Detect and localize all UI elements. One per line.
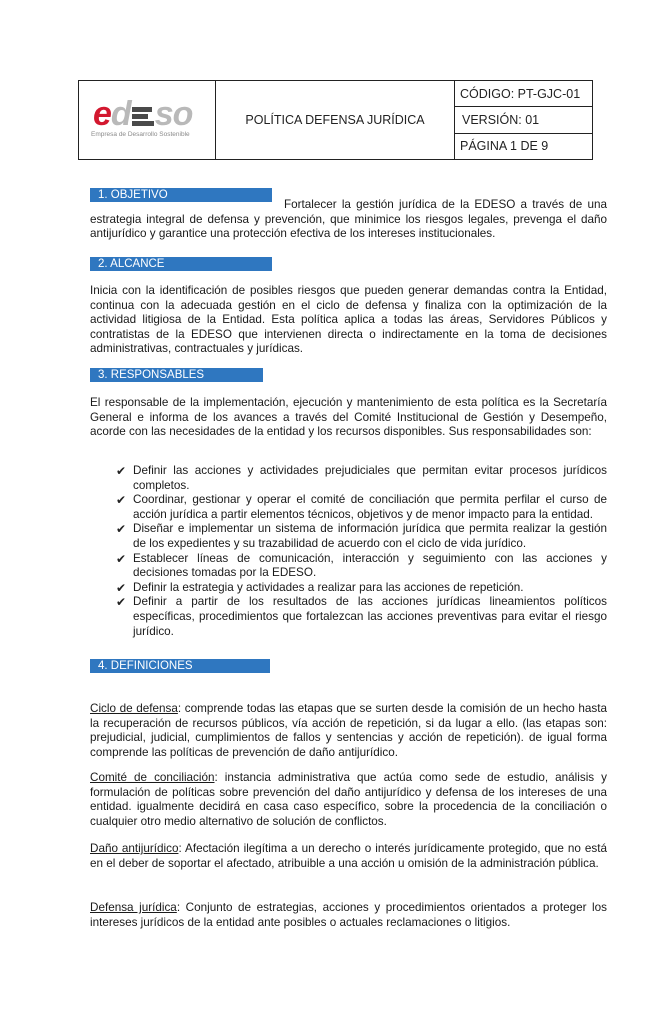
list-item: [116, 595, 607, 639]
list-item-text: Definir a partir de los resultados de las acciones jurídicas lineamientos políticos específicas, procedimientos que fortalezcan las acciones preventivas para evitar el riesgo jurídico.: [133, 595, 607, 638]
section-heading-responsables: 3. RESPONSABLES: [90, 368, 263, 382]
document-meta: [455, 81, 592, 159]
document-version: VERSIÓN: 01: [455, 107, 592, 133]
objetivo-text-first-line: Fortalecer la gestión jurídica de la EDESO a través de una: [284, 198, 607, 211]
document-page-number: PÁGINA 1 DE 9: [460, 139, 549, 154]
list-item-text: Definir la estrategia y actividades a realizar para las acciones de repetición.: [133, 580, 524, 594]
definition-ciclo-de-defensa: [90, 702, 607, 760]
checkmark-icon: ✔: [116, 580, 127, 595]
definition-text: : instancia administrativa que actúa como sede de estudio, análisis y formulación de políticas sobre prevención del daño antijurídico y defensa de los intereses de una entidad. igualmente decidirá en casa caso específico, sobre la procedencia de la conciliación o cualquier otro medio alternativo de solución de conflictos.: [90, 771, 608, 828]
section-heading-definiciones: 4. DEFINICIONES: [90, 659, 270, 673]
definition-text: : comprende todas las etapas que se surten desde la comisión de un hecho hasta la recuperación de recursos públicos, vía acción de repetición, si da lugar a ello. (las etapas son: prejudicial, judicial, cumplimientos de fallos y sentencias y acción de repetición). de igual forma comprende las políticas de prevención de daño antijurídico.: [90, 702, 607, 759]
definition-term: Daño antijurídico: [90, 842, 179, 855]
checkmark-icon: ✔: [116, 522, 127, 537]
definition-text: : Conjunto de estrategias, acciones y procedimientos orientados a proteger los intereses jurídicos de la entidad ante posibles o actuales reclamaciones o litigios.: [90, 901, 607, 929]
alcance-text: [90, 284, 607, 357]
definition-defensa-juridica: [90, 901, 607, 930]
document-title: POLÍTICA DEFENSA JURÍDICA: [216, 81, 455, 159]
logo-tagline: Empresa de Desarrollo Sostenible: [91, 131, 190, 138]
definition-text: : Afectación ilegítima a un derecho o interés jurídicamente protegido, que no está en el deber de soportar el afectado, atribuible a una acción u omisión de la administración pública.: [90, 842, 607, 870]
document-header-table: [78, 80, 593, 160]
objetivo-text: [90, 198, 607, 242]
definition-term: Comité de conciliación: [90, 771, 215, 784]
logo-bars-icon: [132, 104, 154, 126]
logo-letter-d: d: [110, 95, 131, 133]
list-item-text: Coordinar, gestionar y operar el comité de conciliación que permita perfilar el curso de acción jurídica a partir elementos técnicos, objetivos y de menor impacto para la entidad.: [133, 493, 607, 521]
checkmark-icon: ✔: [116, 493, 127, 508]
list-item: [116, 522, 607, 551]
edeso-logo: [93, 97, 192, 131]
logo-letter-e: e: [93, 95, 111, 133]
responsables-paragraph: El responsable de la implementación, ejecución y mantenimiento de esta política es la Secretaría General e informa de los avances a través del Comité Institucional de Gestión y Desempeño, acorde con las necesidades de la entidad y los recursos disponibles. Sus responsabilidades son:: [90, 396, 607, 439]
logo-letters-so: so: [154, 95, 193, 133]
definition-dano-antijuridico: [90, 842, 607, 871]
definition-term: Ciclo de defensa: [90, 702, 178, 715]
definition-comite-de-conciliacion: [90, 771, 607, 829]
list-item-text: Diseñar e implementar un sistema de información jurídica que permita realizar la gestión de los expedientes y su trazabilidad de acuerdo con el ciclo de vida jurídico.: [133, 522, 607, 550]
checkmark-icon: ✔: [116, 464, 127, 478]
checkmark-icon: ✔: [116, 551, 127, 566]
section-heading-objetivo: 1. OBJETIVO: [90, 188, 272, 202]
section-heading-alcance: 2. ALCANCE: [90, 257, 272, 271]
document-code: CÓDIGO: PT-GJC-01: [455, 81, 592, 107]
list-item: [116, 464, 607, 493]
alcance-paragraph: Inicia con la identificación de posibles riesgos que pueden generar demandas contra la Entidad, continua con la adecuada gestión en el ciclo de defensa y finaliza con la optimización de la actividad litigiosa de la Entidad. Esta política aplica a todas las áreas, Servidores Públicos y contratistas de la EDESO que intervienen directa o indirectamente en la toma de decisiones administrativas, contractuales y jurídicas.: [90, 284, 607, 356]
logo-cell: [79, 81, 216, 159]
list-item: [116, 493, 607, 522]
objetivo-text-body: estrategia integral de defensa y prevención, que minimice los riesgos legales, prevenga el daño antijurídico y garantice una protección efectiva de los intereses institucionales.: [90, 212, 607, 241]
responsibilities-list: [116, 464, 607, 639]
list-item: [116, 581, 607, 596]
list-item-text: Establecer líneas de comunicación, interacción y seguimiento con las acciones y decisiones tomadas por la EDESO.: [133, 551, 607, 580]
responsables-text: [90, 396, 607, 440]
list-item: [116, 552, 607, 581]
checkmark-icon: ✔: [116, 595, 127, 610]
definition-term: Defensa jurídica: [90, 901, 177, 914]
list-item-text: Definir las acciones y actividades prejudiciales que permitan evitar procesos jurídicos completos.: [133, 464, 607, 492]
